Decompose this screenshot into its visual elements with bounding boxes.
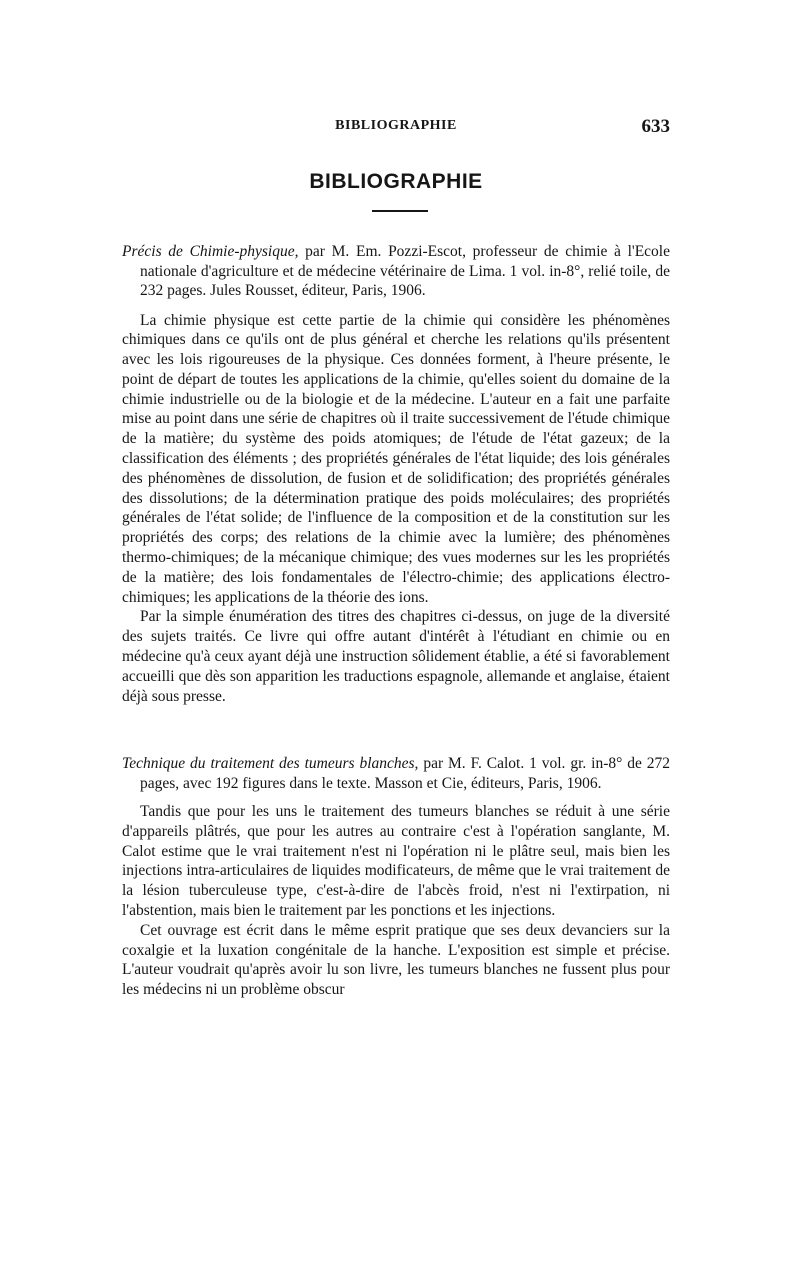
page-number: 633 xyxy=(641,116,670,137)
entry-citation: par M. F. Calot. 1 vol. gr. in-8° de 272 pages, avec 192 figures dans le texte. Masson et Cie, éditeurs, Paris, 1906. xyxy=(140,755,670,792)
running-head xyxy=(122,118,670,142)
review-paragraph: Tandis que pour les uns le traitement des tumeurs blanches se réduit à une série d'appareils plâtrés, que pour les autres au contraire c'est à l'opération sanglante, M. Calot estime que le vrai traitement n'est ni l'opération ni le plâtre seul, mais bien les injections intra-articulaires de liquides modificateurs, de même que le vrai traitement de la lésion tuberculeuse type, c'est-à-dire de l'abcès froid, n'est ni l'extirpation, ni l'abstention, mais bien le traitement par les ponctions et les injections. xyxy=(122,803,670,919)
review-paragraph: Par la simple énumération des titres des chapitres ci-dessus, on juge de la diversité des sujets traités. Ce livre qui offre autant d'intérêt à l'étudiant en chimie ou en médecine qu'à ceux ayant déjà une instruction sôlidement établie, a été si favorablement accueilli que dès son apparition les traductions espagnole, allemande et anglaise, étaient déjà sous presse. xyxy=(122,608,670,705)
entry-citation: par M. Em. Pozzi-Escot, professeur de chimie à l'Ecole nationale d'agriculture et de médecine vétérinaire de Lima. 1 vol. in-8°, relié toile, de 232 pages. Jules Rousset, éditeur, Paris, 1906. xyxy=(140,243,670,299)
title-rule xyxy=(372,210,428,212)
running-title: BIBLIOGRAPHIE xyxy=(335,118,457,133)
section-title: BIBLIOGRAPHIE xyxy=(309,170,483,193)
entry-title: Précis de Chimie-physique, xyxy=(122,243,299,260)
bibliography-entry xyxy=(122,754,670,1000)
bibliography-entry xyxy=(122,242,670,706)
entry-reference xyxy=(122,754,670,793)
review-paragraph: La chimie physique est cette partie de la chimie qui considère les phénomènes chimiques dans ce qu'ils ont de plus général et cherche les relations qu'ils présentent avec les lois rigoureuses de la physique. Ces données forment, à l'heure présente, le point de départ de toutes les applications de la chimie, qu'elles soient du domaine de la chimie industrielle ou de la biologie et de la médecine. L'auteur en a fait une parfaite mise au point dans une série de chapitres où il traite successivement de l'étude chimique de la matière; du système des poids atomiques; de l'étude de l'état gazeux; de la classification des éléments ; des propriétés générales de l'état liquide; des lois générales des phénomènes de dissolution, de fusion et de solidification; des propriétés générales des dissolutions; de la détermination pratique des poids moléculaires; des propriétés générales de l'état solide; de l'influence de la composition et de la constitution sur les propriétés des corps; des relations de la chimie avec la lumière; des phénomènes thermo-chimiques; de la mécanique chimique; des vues modernes sur les les propriétés de la matière; des lois fondamentales de l'électro-chimie; des applications électro-chimiques; les applications de la théorie des ions. xyxy=(122,311,670,606)
review-paragraph: Cet ouvrage est écrit dans le même esprit pratique que ses deux devanciers sur la coxalgie et la luxation congénitale de la hanche. L'exposition est simple et précise. L'auteur voudrait qu'après avoir lu son livre, les tumeurs blanches ne fussent plus pour les médecins ni un problème obscur xyxy=(122,921,670,999)
entry-title: Technique du traitement des tumeurs blanches, xyxy=(122,755,419,772)
entry-reference xyxy=(122,242,670,301)
